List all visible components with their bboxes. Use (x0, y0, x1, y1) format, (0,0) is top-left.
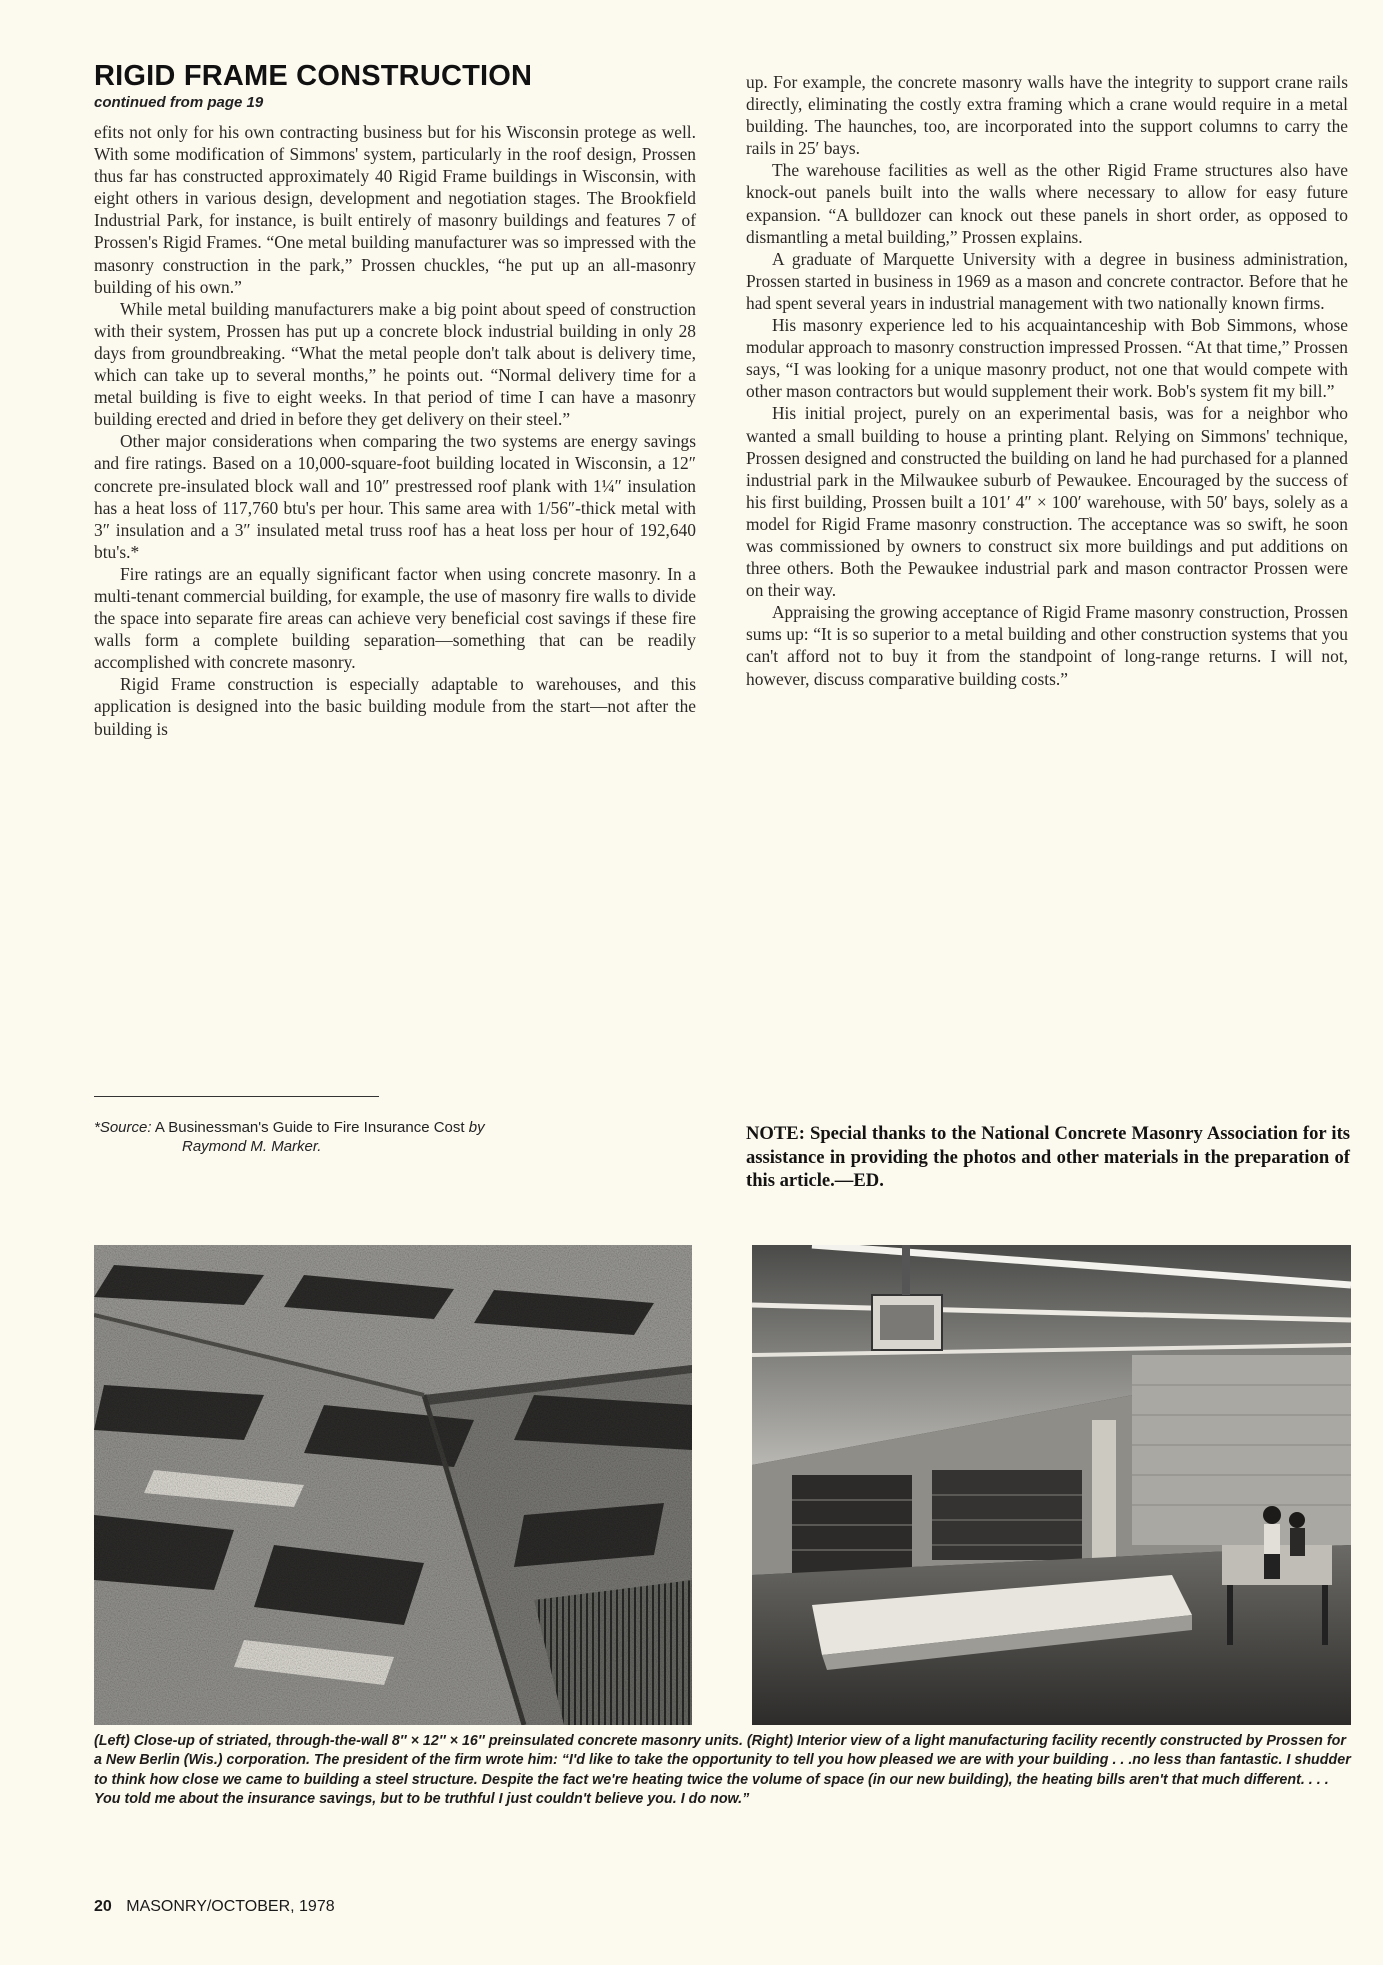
paragraph: Appraising the growing acceptance of Rigid Frame masonry construction, Prossen sums up: “It is so superior to a metal building and other construction systems that you can't afford not to buy it from the standpoint of long-range returns. I will not, however, discuss comparative building costs.” (746, 602, 1348, 689)
continued-note: continued from page 19 (94, 94, 264, 111)
paragraph: Other major considerations when comparing the two systems are energy savings and fire ratings. Based on a 10,000-square-foot building located in Wisconsin, a 12″ concrete pre-insulated block wall and 10″ prestressed roof plank with 1¼″ insulation has a heat loss of 117,760 btu's per hour. This same area with 1/56″-thick metal with 3″ insulation and a 3″ insulated metal truss roof has a heat loss per hour of 192,640 btu's.* (94, 431, 696, 562)
editor-note: NOTE: Special thanks to the National Concrete Masonry Association for its assistance in providing the photos and other materials in the preparation of this article.—ED. (746, 1123, 1350, 1191)
photo-concrete-blocks (94, 1245, 692, 1725)
paragraph: A graduate of Marquette University with a degree in business administration, Prossen started in business in 1969 as a mason and concrete contractor. Before that he had spent several years in industrial management with two nationally known firms. (746, 248, 1348, 313)
paragraph: His masonry experience led to his acquaintanceship with Bob Simmons, whose modular approach to masonry construction impressed Prossen. “At that time,” Prossen says, “I was looking for a unique masonry product, not one that would compete with other mason contractors but would supplement their work. Bob's system fit my bill.” (746, 315, 1348, 402)
paragraph: The warehouse facilities as well as the other Rigid Frame structures also have knock-out panels built into the walls where necessary to allow for easy future expansion. “A bulldozer can knock out these panels in short order, as opposed to dismantling a metal building,” Prossen explains. (746, 160, 1348, 247)
paragraph: Rigid Frame construction is especially adaptable to warehouses, and this application is designed into the basic building module from the start—not after the building is (94, 674, 696, 739)
footnote-by: by (468, 1119, 485, 1136)
paragraph: His initial project, purely on an experimental basis, was for a neighbor who wanted a small building to house a printing plant. Relying on Simmons' technique, Prossen designed and constructed the building on land he had purchased for a planned industrial park in the Milwaukee suburb of Pewaukee. Encouraged by the success of his first building, Prossen built a 101′ 4″ × 100′ warehouse, with 50′ bays, solely as a model for Rigid Frame masonry construction. The acceptance was so swift, he soon was commissioned by owners to construct six more buildings and put additions on three others. Both the Pewaukee industrial park and mason contractor Prossen were on their way. (746, 403, 1348, 601)
right-column (746, 71, 1348, 690)
page-footer (94, 1898, 335, 1916)
publication-line: MASONRY/OCTOBER, 1978 (126, 1898, 335, 1915)
paragraph: While metal building manufacturers make a big point about speed of construction with their system, Prossen has put up a concrete block industrial building in only 28 days from groundbreaking. “What the metal people don't talk about is delivery time, which can take up to several months,” he points out. “Normal delivery time for a metal building is five to eight weeks. In that period of time I can have a masonry building erected and dried in before they get delivery on their steel.” (94, 298, 696, 430)
footnote-author: Raymond M. Marker. (182, 1138, 322, 1155)
footnote-title: A Businessman's Guide to Fire Insurance Cost (154, 1119, 465, 1136)
paragraph: efits not only for his own contracting business but for his Wisconsin protege as well. With some modification of Simmons' system, particularly in the roof design, Prossen thus far has constructed approximately 40 Rigid Frame buildings in Wisconsin, with eight others in various design, development and negotiation stages. The Brookfield Industrial Park, for instance, is built entirely of masonry buildings and features 7 of Prossen's Rigid Frames. “One metal building manufacturer was so impressed with the masonry construction in the park,” Prossen chuckles, “he put up an all-masonry building of his own.” (94, 122, 696, 297)
photo-caption: (Left) Close-up of striated, through-the-wall 8″ × 12″ × 16″ preinsulated concrete masonry units. (Right) Interior view of a light manufacturing facility recently constructed by Prossen for a New Berlin (Wis.) corporation. The president of the firm wrote him: “I'd like to take the opportunity to tell you how pleased we are with your building . . .no less than fantastic. I shudder to think how close we came to building a steel structure. Despite the fact we're heating twice the volume of space (in our new building), the heating bills aren't that much different. . . . You told me about the insurance savings, but to be truthful I just couldn't believe you. I do now.” (94, 1733, 1351, 1807)
left-column (94, 121, 696, 740)
footnote-label: *Source: (94, 1119, 152, 1136)
page-number: 20 (94, 1898, 112, 1915)
paragraph: up. For example, the concrete masonry walls have the integrity to support crane rails directly, eliminating the costly extra framing which a crane would require in a metal building. The haunches, too, are incorporated into the support columns to carry the rails in 25′ bays. (746, 72, 1348, 159)
paragraph: Fire ratings are an equally significant factor when using concrete masonry. In a multi-tenant commercial building, for example, the use of masonry fire walls to divide the space into separate fire areas can achieve very beneficial cost savings if these fire walls form a complete building separation—something that can be readily accomplished with concrete masonry. (94, 563, 696, 673)
article-title: RIGID FRAME CONSTRUCTION (94, 60, 533, 92)
photo-manufacturing-interior (752, 1245, 1351, 1725)
footnote-divider (94, 1096, 379, 1097)
footnote (94, 1118, 696, 1156)
